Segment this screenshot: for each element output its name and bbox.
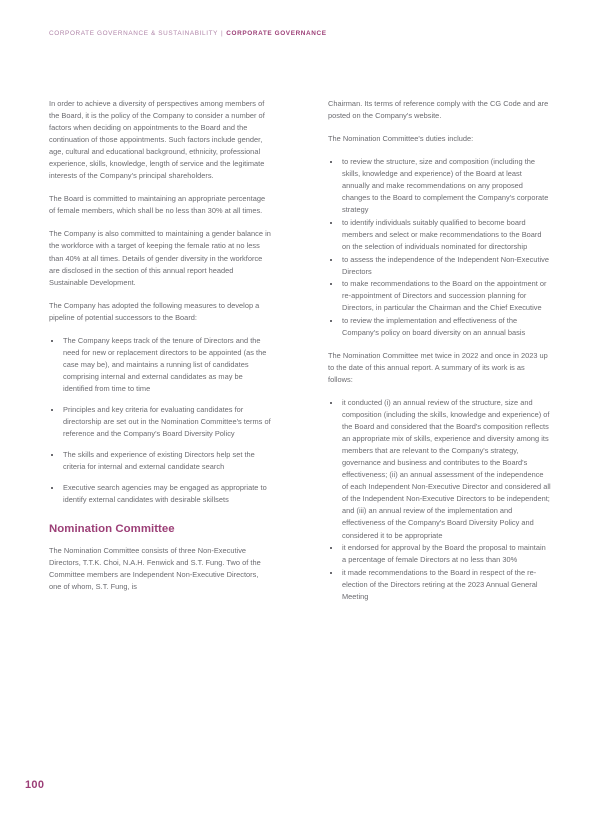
list-item: to assess the independence of the Independent Non-Executive Directors	[328, 254, 551, 278]
list-item: it conducted (i) an annual review of the structure, size and composition (including the skills, knowledge and experience) of the Board and considered that the Board's composition reflects an appropriate mix of skills, experience and diversity among its members that are relevant to the Company's strategy, governance and business and contributes to the Board's effectiveness; (ii) an annual assessment of the independence of each Independent Non-Executive Director and considered all of the Independent Non-Executive Directors to be independent; and (iii) an annual review of the implementation and effectiveness of the Company's Board Diversity Policy and considered it to be appropriate	[328, 397, 551, 542]
list-item: it endorsed for approval by the Board the proposal to maintain a percentage of female Directors at no less than 30%	[328, 542, 551, 566]
header-separator: |	[221, 30, 224, 37]
paragraph-succession-measures-intro: The Company has adopted the following measures to develop a pipeline of potential successors to the Board:	[49, 300, 260, 322]
paragraph-chairman-continuation: Chairman. Its terms of reference comply with the CG Code and are posted on the Company's website.	[328, 99, 549, 121]
list-item: to identify individuals suitably qualified to become board members and select or make recommendations to the Board on the selection of individuals nominated for directorship	[328, 217, 551, 253]
committee-work-list	[328, 397, 551, 603]
list-item: Principles and key criteria for evaluating candidates for directorship are set out in the Nomination Committee's terms of reference and the Company's Board Diversity Policy	[49, 404, 272, 440]
list-item: it made recommendations to the Board in respect of the re-election of the Directors retiring at the 2023 Annual General Meeting	[328, 567, 551, 603]
left-column	[49, 98, 272, 614]
paragraph-diversity-policy: In order to achieve a diversity of perspectives among members of the Board, it is the policy of the Company to consider a number of factors when deciding on appointments to the Board and the continuation of those appointments. Such factors include gender, age, cultural and educational background, ethnicity, professional experience, skills, knowledge, length of service and the legitimate interests of the Company's principal shareholders.	[49, 99, 265, 181]
paragraph-female-percentage: The Board is committed to maintaining an appropriate percentage of female members, which shall be no less than 30% at all times.	[49, 194, 266, 216]
list-item: The skills and experience of existing Directors help set the criteria for internal and external candidate search	[49, 449, 272, 473]
paragraph-committee-composition: The Nomination Committee consists of three Non-Executive Directors, T.T.K. Choi, N.A.H. Fenwick and S.T. Fung. Two of the Committee members are Independent Non-Executive Directors, one of whom, S.T. Fung, is	[49, 546, 261, 592]
committee-duties-list	[328, 156, 551, 339]
list-item: to make recommendations to the Board on the appointment or re-appointment of Directors and succession planning for Directors, in particular the Chairman and the Chief Executive	[328, 278, 551, 314]
list-item: The Company keeps track of the tenure of Directors and the need for new or replacement directors to be appointed (as the case may be), and maintains a running list of candidates comprising internal and external candidates as may be identified from time to time	[49, 335, 272, 395]
section-heading-nomination-committee: Nomination Committee	[49, 523, 175, 536]
paragraph-meetings-summary: The Nomination Committee met twice in 2022 and once in 2023 up to the date of this annual report. A summary of its work is as follows:	[328, 350, 548, 384]
page-number: 100	[25, 779, 45, 791]
succession-measures-list	[49, 335, 272, 507]
paragraph-gender-balance: The Company is also committed to maintaining a gender balance in the workforce with a target of keeping the female ratio at no less than 40% at all times. Details of gender diversity in the workforce are disclosed in the section of this annual report headed Sustainable Development.	[49, 229, 271, 287]
right-column	[328, 98, 551, 614]
body-columns	[49, 98, 551, 614]
paragraph-duties-intro: The Nomination Committee's duties include:	[328, 134, 474, 144]
header-subsection-label: CORPORATE GOVERNANCE	[226, 30, 327, 37]
list-item: Executive search agencies may be engaged as appropriate to identify external candidates with desirable skillsets	[49, 482, 272, 506]
list-item: to review the structure, size and composition (including the skills, knowledge and experience) of the Board at least annually and make recommendations on any proposed changes to the Board to complement the Company's corporate strategy	[328, 156, 551, 216]
header-section-label: CORPORATE GOVERNANCE & SUSTAINABILITY	[49, 30, 219, 37]
running-header	[49, 31, 327, 37]
list-item: to review the implementation and effectiveness of the Company's policy on board diversity on an annual basis	[328, 315, 551, 339]
